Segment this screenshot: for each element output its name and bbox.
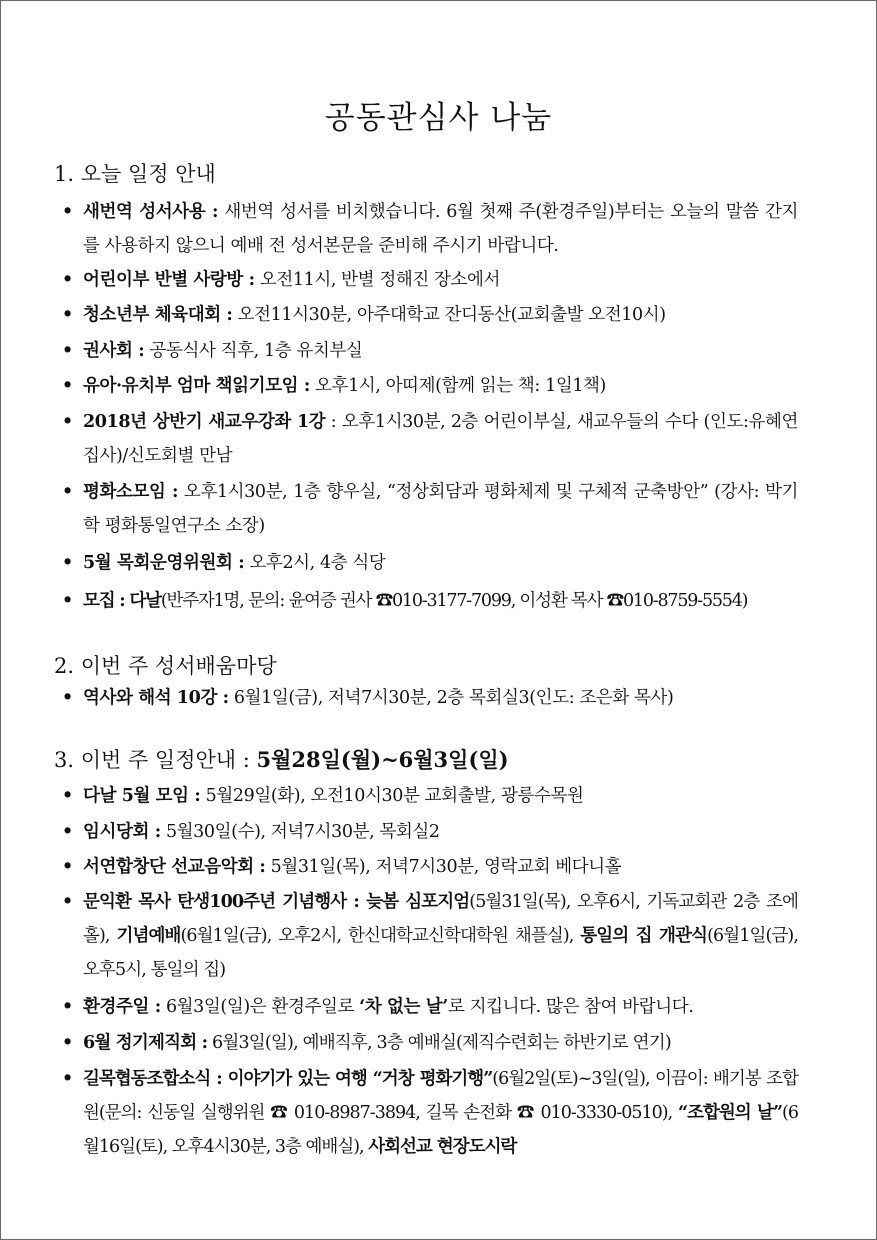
item-text-2: (6월1일(금), 오후2시, 한신대학교신학대학원 채플실), [180, 926, 581, 946]
bullet-icon: • [62, 688, 73, 708]
item-text: 오후1시30분, 1층 향우실, “정상회담과 평화체제 및 구체적 군축방안” (강사: 박기학 평화통일연구소 소장) [83, 482, 798, 536]
item-label: 5월 목회운영위원회 : [83, 553, 245, 573]
bullet-icon: • [62, 822, 73, 842]
list-item [62, 1026, 798, 1060]
item-text: (5월31일(목), 오후6시, 기독교회관 2층 조에홀), [83, 892, 799, 946]
bullet-icon: • [62, 1033, 73, 1053]
item-text: 5월30일(수), 저녁7시30분, 목회실2 [160, 822, 440, 842]
page-title: 공동관심사 나눔 [324, 100, 553, 136]
item-label: 청소년부 체육대회 : [83, 305, 233, 325]
item-label: 권사회 : [83, 341, 145, 361]
bullet-icon: • [62, 482, 73, 502]
item-text: 오후2시, 4층 식당 [244, 553, 386, 573]
item-label-3: 사회선교 현장도시락 [368, 1137, 517, 1157]
list-item [62, 779, 798, 813]
item-text: : 오후1시30분, 2층 어린이부실, 새교우들의 수다 (인도:유혜연 집사)/신도회별 만남 [83, 412, 798, 466]
bullet-icon: • [62, 857, 73, 877]
item-label: 유아·유치부 엄마 책읽기모임 : [83, 376, 310, 396]
list-item [62, 369, 798, 403]
section-heading-1: 1. 오늘 일정 안내 [54, 162, 216, 186]
item-text: 6월1일(금), 저녁7시30분, 2층 목회실3(인도: 조은화 목사) [228, 688, 674, 708]
item-label: 문익환 목사 탄생100주년 기념행사 : 늦봄 심포지엄 [83, 892, 470, 912]
bullet-icon: • [62, 786, 73, 806]
item-text: 6월3일(일)은 환경주일로 [160, 997, 360, 1017]
section-heading-2: 2. 이번 주 성서배움마당 [54, 654, 277, 678]
bullet-icon: • [62, 376, 73, 396]
heading-prefix: 3. 이번 주 일정안내 : [54, 748, 257, 772]
item-text: (6월2일(토)~3일(일), 이끔이: 배기봉 조합원(문의: 신동일 실행위원 ☎ 010-8987-3894, 길목 손전화 ☎ 010-3330-0510), [83, 1069, 798, 1123]
bullet-icon: • [62, 202, 73, 222]
item-label-2: 기념예배 [116, 926, 181, 946]
bullet-icon: • [62, 270, 73, 290]
item-label-2: “조합원의 날” [678, 1103, 783, 1123]
item-label: 다날 5월 모임 : [83, 786, 201, 806]
item-text: (반주자1명, 문의: 윤여증 권사 ☎010-3177-7099, 이성환 목사 ☎010-8759-5554) [160, 591, 748, 611]
item-label-3: 통일의 집 개관식 [580, 926, 708, 946]
list-item [62, 815, 798, 849]
bullet-icon: • [62, 553, 73, 573]
item-label: 역사와 해석 10강 : [83, 688, 229, 708]
list-item [62, 475, 798, 543]
item-label: 환경주일 : [83, 997, 161, 1017]
item-label: 평화소모임 : [83, 482, 179, 502]
item-label: 서연합창단 선교음악회 : [83, 857, 266, 877]
bullet-icon: • [62, 997, 73, 1017]
list-item [62, 885, 798, 987]
section-heading-3 [54, 744, 509, 774]
item-text-2: (6월16일(토), 오후4시30분, 3층 예배실), [83, 1103, 798, 1157]
bullet-icon: • [62, 591, 73, 611]
item-text-2: 로 지킵니다. 많은 참여 바랍니다. [447, 997, 694, 1017]
list-item [62, 1062, 798, 1164]
bullet-icon: • [62, 305, 73, 325]
item-label-2: ‘차 없는 날’ [359, 997, 448, 1017]
list-item [62, 298, 798, 332]
item-text: 새번역 성서를 비치했습니다. 6월 첫째 주(환경주일)부터는 오늘의 말씀 간지를 사용하지 않으니 예배 전 성서본문을 준비해 주시기 바랍니다. [83, 202, 798, 256]
heading-date-range: 5월28일(월)~6월3일(일) [256, 747, 509, 772]
list-item [62, 990, 798, 1024]
item-text: 공동식사 직후, 1층 유치부실 [144, 341, 363, 361]
list-item [62, 850, 798, 884]
list-item [62, 195, 798, 263]
bullet-icon: • [62, 412, 73, 432]
list-item [62, 681, 798, 715]
item-label: 임시당회 : [83, 822, 161, 842]
list-item [62, 584, 798, 618]
item-label: 6월 정기제직회 : [83, 1033, 208, 1053]
item-label: 새번역 성서사용 : [83, 202, 219, 222]
list-item [62, 546, 798, 580]
item-label: 길목협동조합소식 : 이야기가 있는 여행 “거창 평화기행” [83, 1069, 493, 1089]
item-text: 5월31일(목), 저녁7시30분, 영락교회 베다니홀 [265, 857, 622, 877]
item-text: 6월3일(일), 예배직후, 3층 예배실(제직수련회는 하반기로 연기) [207, 1033, 671, 1053]
list-item [62, 263, 798, 297]
item-text: 오전11시, 반별 정해진 장소에서 [254, 270, 501, 290]
item-text: 오후1시, 아띠제(함께 읽는 책: 1일1책) [309, 376, 606, 396]
item-text: 5월29일(화), 오전10시30분 교회출발, 광릉수목원 [200, 786, 584, 806]
bullet-icon: • [62, 341, 73, 361]
item-text-3: (6월1일(금), 오후5시, 통일의 집) [83, 926, 798, 980]
bullet-icon: • [62, 892, 73, 912]
item-label: 2018년 상반기 새교우강좌 1강 [83, 412, 326, 432]
item-label: 어린이부 반별 사랑방 : [83, 270, 255, 290]
bullet-icon: • [62, 1069, 73, 1089]
item-label: 모집 : 다날 [83, 591, 161, 611]
item-text: 오전11시30분, 아주대학교 잔디동산(교회출발 오전10시) [232, 305, 666, 325]
list-item [62, 334, 798, 368]
list-item [62, 405, 798, 473]
